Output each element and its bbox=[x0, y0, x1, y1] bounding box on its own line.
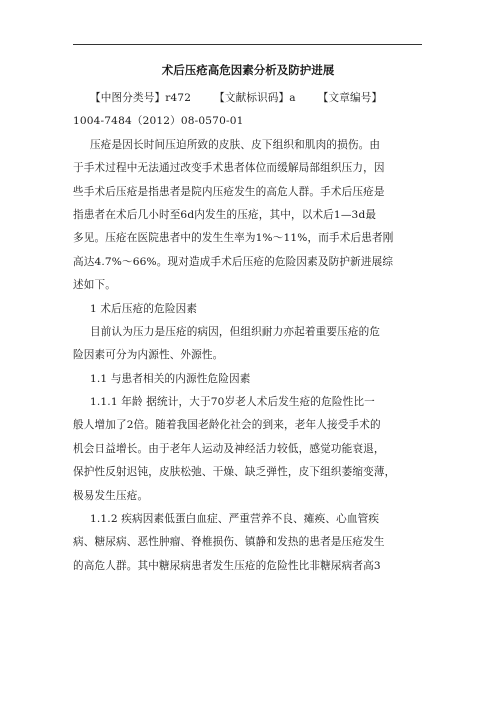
paragraph-line: 目前认为压力是压疮的病因，但组织耐力亦起着重要压疮的危 bbox=[90, 325, 381, 338]
paragraph-line: 于手术过程中无法通过改变手术患者体位而缓解局部组织压力，因 bbox=[73, 162, 385, 175]
section-heading-1-1: 1.1 与患者相关的内源性危险因素 bbox=[90, 372, 251, 385]
clc-number: 【中图分类号】r472 bbox=[90, 92, 192, 104]
paragraph-line: 压疮是因长时间压迫所致的皮肤、皮下组织和肌肉的损伤。由 bbox=[90, 138, 381, 151]
paragraph-line: 极易发生压疮。 bbox=[73, 489, 149, 502]
document-code: 【文献标识码】a bbox=[214, 92, 296, 104]
paragraph-line: 述如下。 bbox=[73, 279, 116, 292]
paragraph-line: 般人增加了2倍。随着我国老龄化社会的到来，老年人接受手术的 bbox=[73, 419, 381, 432]
section-heading-1: 1 术后压疮的危险因素 bbox=[90, 302, 198, 315]
paragraph-line: 高达4.7%～66%。现对造成手术后压疮的危险因素及防护新进展综 bbox=[73, 255, 394, 268]
paragraph-line: 病、糖尿病、恶性肿瘤、脊椎损伤、镇静和发热的患者是压疮发生 bbox=[73, 536, 385, 549]
paragraph-line: 多见。压疮在医院患者中的发生生率为1%～11%，而手术后患者刚 bbox=[73, 232, 394, 245]
article-number-label: 【文章编号】 bbox=[317, 92, 383, 104]
paragraph-line: 的高危人群。其中糖尿病患者发生压疮的危险性比非糖尿病者高3 bbox=[73, 559, 381, 572]
article-number-value: 1004-7484（2012）08-0570-01 bbox=[73, 115, 244, 128]
header-rule bbox=[73, 44, 422, 45]
paragraph-age bbox=[73, 391, 423, 508]
article-body bbox=[73, 87, 423, 578]
paragraph-risk-factors bbox=[73, 321, 423, 368]
paragraph-line: 1.1.2 疾病因素低蛋白血症、严重营养不良、瘫痪、心血管疾 bbox=[90, 513, 380, 526]
paragraph-line: 险因素可分为内源性、外源性。 bbox=[73, 349, 224, 362]
paragraph-line: 1.1.1 年龄 据统计，大于70岁老人术后发生疮的危险性比一 bbox=[90, 396, 375, 409]
paragraph-line: 机会日益增长。由于老年人运动及神经活力较低，感觉功能衰退， bbox=[73, 442, 385, 455]
paragraph-line: 些手术后压疮是指患者是院内压疮发生的高危人群。手术后压疮是 bbox=[73, 185, 385, 198]
paragraph-disease bbox=[73, 508, 423, 578]
paragraph-intro bbox=[73, 134, 423, 298]
article-title: 术后压疮高危因素分析及防护进展 bbox=[161, 63, 335, 77]
metadata-line bbox=[73, 87, 423, 110]
paragraph-line: 指患者在术后几小时至6d内发生的压疮，其中，以术后1—3d最 bbox=[73, 208, 377, 221]
paragraph-line: 保护性反射迟钝，皮肤松弛、干燥、缺乏弹性，皮下组织萎缩变薄， bbox=[73, 466, 396, 479]
